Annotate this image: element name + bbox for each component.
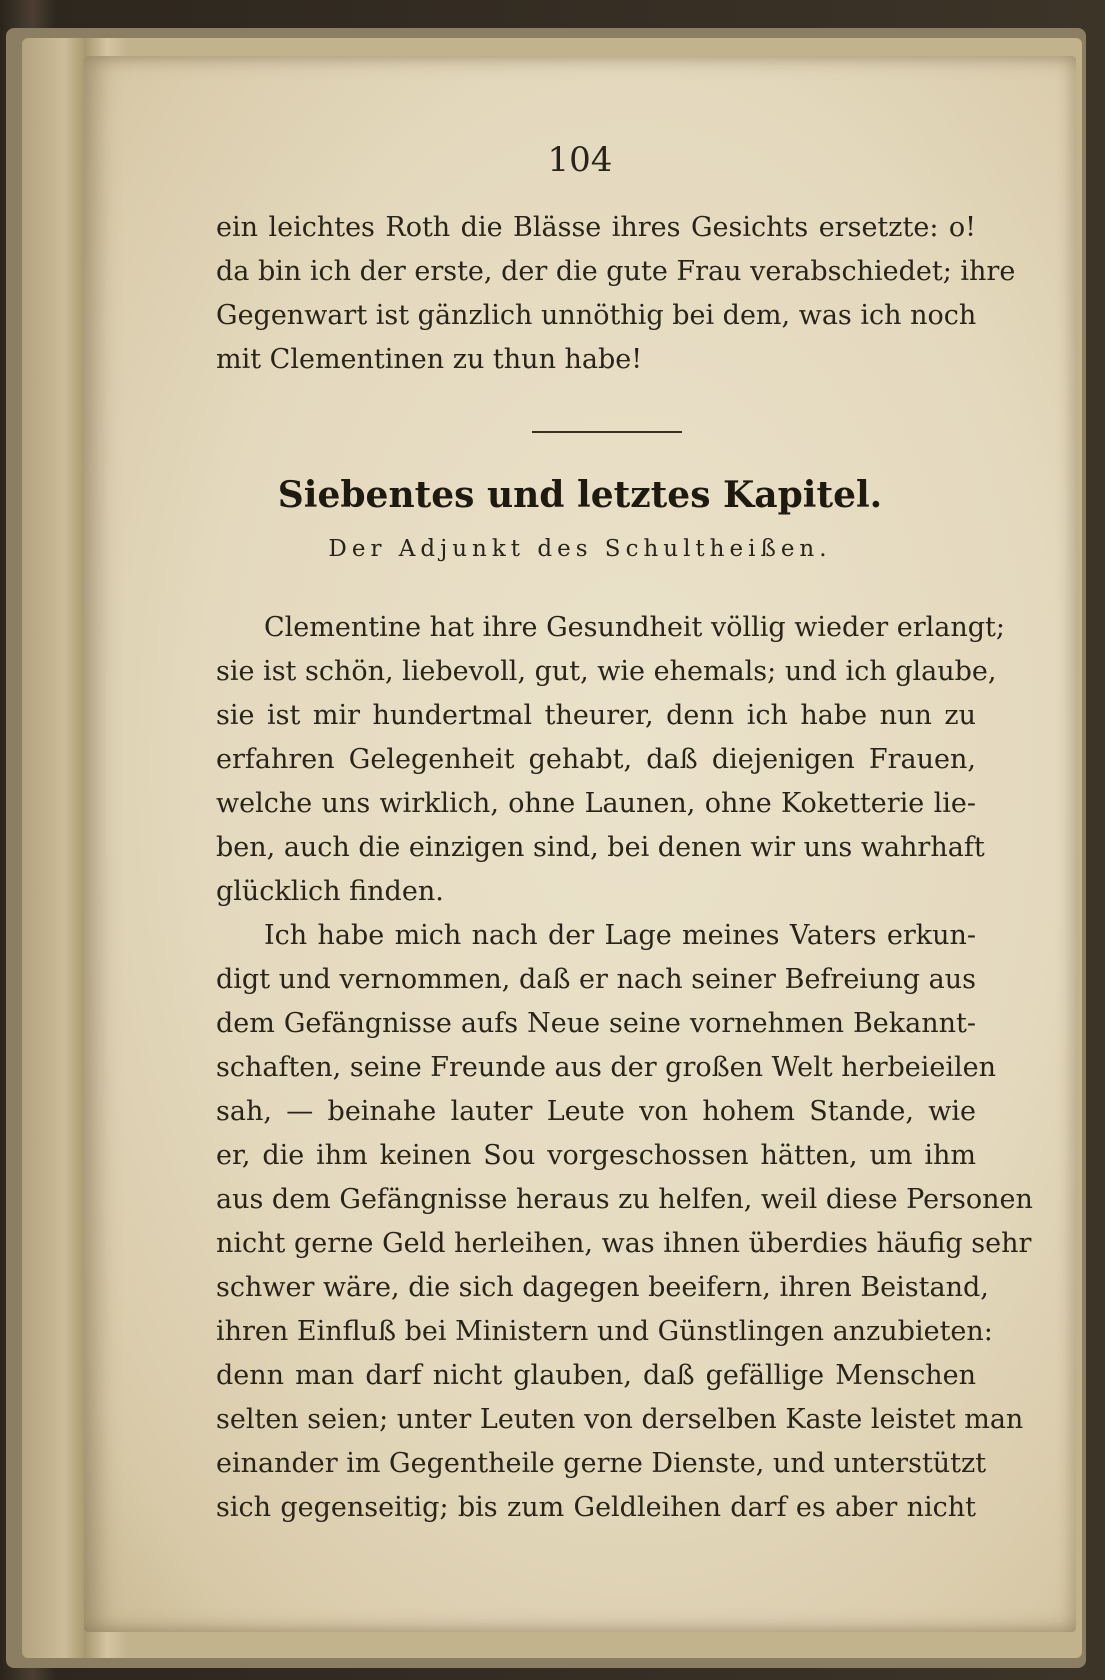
text-line: schaften, seine Freunde aus der großen Welt herbeieilen [216,1052,996,1083]
text-line: sich gegenseitig; bis zum Geldleihen darf es aber nicht [216,1492,976,1523]
text-line: ein leichtes Roth die Blässe ihres Gesichts ersetzte: o! [216,212,976,243]
text-line: denn man darf nicht glauben, daß gefällige Menschen [216,1360,976,1391]
chapter-title: Siebentes und letztes Kapitel. [277,474,883,516]
text-line: glücklich finden. [216,876,444,907]
text-line: sie ist schön, liebevoll, gut, wie ehemals; und ich glaube, [216,656,997,687]
text-line: mit Clementinen zu thun habe! [216,344,643,375]
text-line: Gegenwart ist gänzlich unnöthig bei dem, was ich noch [216,300,977,331]
text-line: Clementine hat ihre Gesundheit völlig wieder erlangt; [264,612,1005,643]
text-line: schwer wäre, die sich dagegen beeifern, ihren Beistand, [216,1272,989,1303]
text-line: dem Gefängnisse aufs Neue seine vornehmen Bekannt- [216,1008,976,1039]
text-line: nicht gerne Geld herleihen, was ihnen überdies häufig sehr [216,1228,1032,1259]
text-line: selten seien; unter Leuten von derselben Kaste leistet man [216,1404,1024,1435]
book-page [84,56,1076,1632]
text-line: einander im Gegentheile gerne Dienste, und unterstützt [216,1448,987,1479]
text-line: Ich habe mich nach der Lage meines Vaters erkun- [264,920,976,951]
text-line: digt und vernommen, daß er nach seiner Befreiung aus [216,964,976,995]
text-line: ben, auch die einzigen sind, bei denen wir uns wahrhaft [216,832,985,863]
text-line: er, die ihm keinen Sou vorgeschossen hätten, um ihm [216,1140,976,1171]
text-line: ihren Einfluß bei Ministern und Günstlingen anzubieten: [216,1316,993,1347]
section-divider [532,431,682,433]
text-line: sie ist mir hundertmal theurer, denn ich habe nun zu [216,700,976,731]
page-number: 104 [547,140,613,180]
text-line: da bin ich der erste, der die gute Frau verabschiedet; ihre [216,256,1016,287]
text-line: erfahren Gelegenheit gehabt, daß diejenigen Frauen, [216,744,976,775]
text-line: aus dem Gefängnisse heraus zu helfen, weil diese Personen [216,1184,1033,1215]
chapter-subtitle: Der Adjunkt des Schultheißen. [328,536,832,562]
text-line: sah, — beinahe lauter Leute von hohem Stande, wie [216,1096,976,1127]
text-line: welche uns wirklich, ohne Launen, ohne Koketterie lie- [216,788,976,819]
